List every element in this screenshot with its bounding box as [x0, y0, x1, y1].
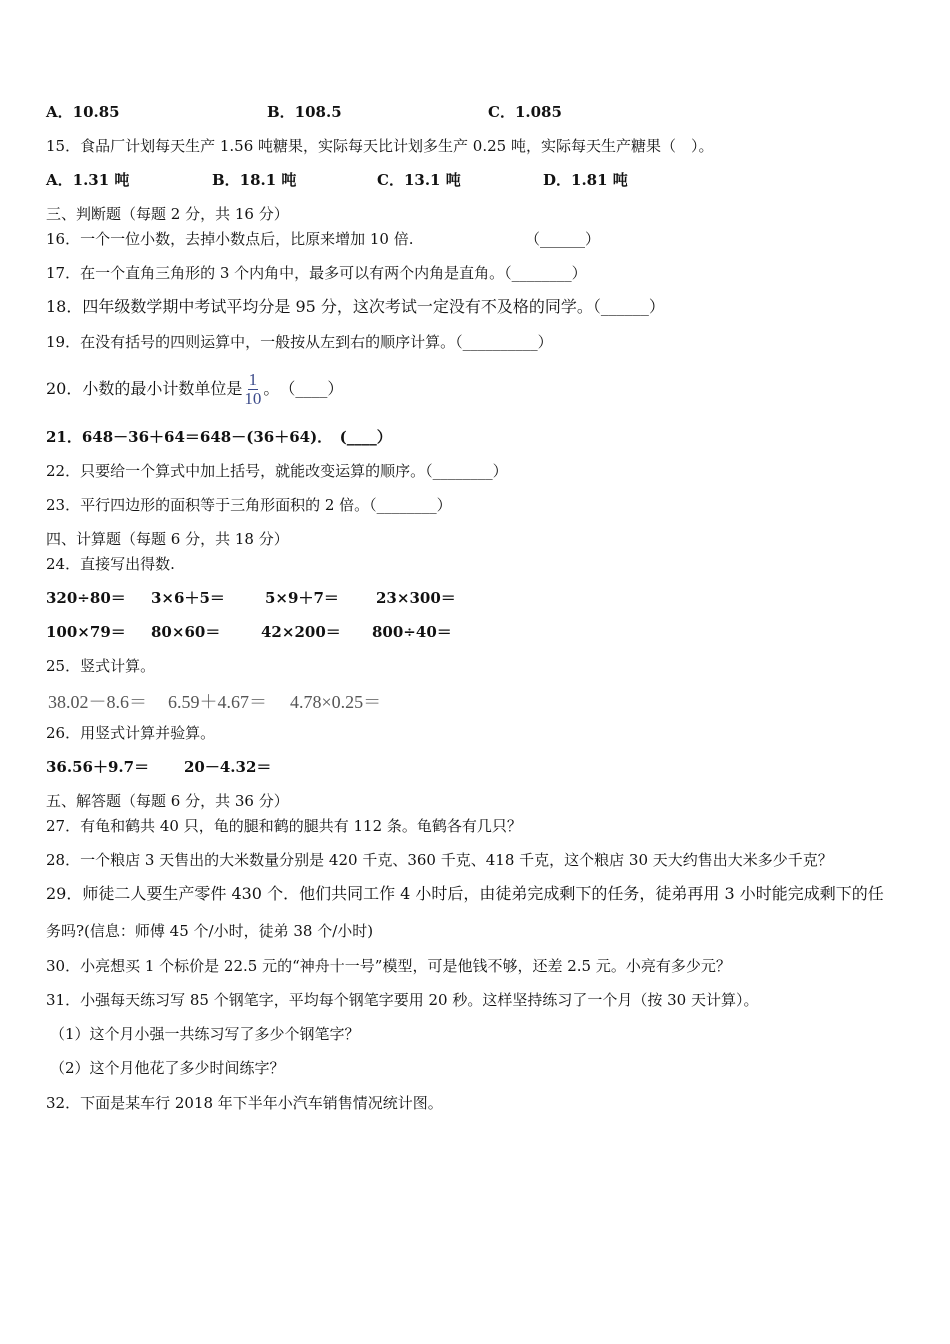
section-4-heading: 四、计算题（每题 6 分，共 18 分） — [46, 530, 289, 548]
question-21: 21．648－36＋64＝648－(36＋64)． (____） — [46, 428, 392, 446]
q25-item: 4.78×0.25＝ — [290, 692, 382, 712]
q24-item: 100×79＝ — [46, 623, 126, 641]
fraction-denominator: 10 — [244, 389, 262, 408]
question-30: 30．小亮想买 1 个标价是 22.5 元的“神舟十一号”模型，可是他钱不够，还差 2.5 元。小亮有多少元？ — [46, 957, 731, 975]
question-19: 19．在没有括号的四则运算中，一般按从左到右的顺序计算。（__________） — [46, 333, 553, 351]
question-29-line-2: 务吗?(信息：师傅 45 个/小时，徒弟 38 个/小时) — [46, 922, 374, 940]
question-32: 32．下面是某车行 2018 年下半年小汽车销售情况统计图。 — [46, 1094, 443, 1112]
q15-option-b: B．18.1 吨 — [212, 171, 297, 189]
question-18: 18．四年级数学期中考试平均分是 95 分，这次考试一定没有不及格的同学。（______） — [46, 297, 665, 316]
question-25: 25．竖式计算。 — [46, 657, 156, 675]
question-16: 16．一个一位小数，去掉小数点后，比原来增加 10 倍. — [46, 230, 414, 248]
question-27: 27．有龟和鹤共 40 只，龟的腿和鹤的腿共有 112 条。龟鹤各有几只？ — [46, 817, 522, 835]
question-20 — [46, 370, 343, 408]
q14-option-b: B．108.5 — [267, 103, 342, 121]
fraction-numerator: 1 — [248, 370, 258, 389]
question-17: 17．在一个直角三角形的 3 个内角中，最多可以有两个内角是直角。（________） — [46, 264, 587, 282]
question-31-part-2: （2）这个月他花了多少时间练字？ — [50, 1059, 285, 1077]
question-22: 22．只要给一个算式中加上括号，就能改变运算的顺序。（________） — [46, 462, 508, 480]
q20-prefix: 20．小数的最小计数单位是 — [46, 379, 243, 398]
q14-option-a: A．10.85 — [46, 103, 120, 121]
q15-option-c: C．13.1 吨 — [377, 171, 461, 189]
q25-item: 38.02－8.6＝ — [48, 692, 147, 712]
question-24: 24．直接写出得数. — [46, 555, 175, 573]
question-31-part-1: （1）这个月小强一共练习写了多少个钢笔字？ — [50, 1025, 360, 1043]
q14-option-c: C．1.085 — [488, 103, 562, 121]
question-31: 31．小强每天练习写 85 个钢笔字，平均每个钢笔字要用 20 秒。这样坚持练习了一个月（按 30 天计算）。 — [46, 991, 759, 1009]
q26-item: 20－4.32＝ — [184, 758, 272, 776]
question-28: 28．一个粮店 3 天售出的大米数量分别是 420 千克、360 千克、418 千克，这个粮店 30 天大约售出大米多少千克？ — [46, 851, 833, 869]
q24-item: 42×200＝ — [261, 623, 341, 641]
q16-answer-blank: （______） — [525, 230, 601, 248]
question-29-line-1: 29．师徒二人要生产零件 430 个．他们共同工作 4 小时后，由徒弟完成剩下的任务，徒弟再用 3 小时能完成剩下的任 — [46, 884, 884, 903]
q25-item: 6.59＋4.67＝ — [168, 692, 267, 712]
question-23: 23．平行四边形的面积等于三角形面积的 2 倍。（________） — [46, 496, 452, 514]
q24-item: 23×300＝ — [376, 589, 456, 607]
q15-option-d: D．1.81 吨 — [543, 171, 628, 189]
fraction-one-tenth — [244, 371, 261, 408]
section-3-heading: 三、判断题（每题 2 分，共 16 分） — [46, 205, 289, 223]
q24-item: 800÷40＝ — [372, 623, 452, 641]
q24-item: 320÷80＝ — [46, 589, 126, 607]
q15-option-a: A．1.31 吨 — [46, 171, 130, 189]
section-5-heading: 五、解答题（每题 6 分，共 36 分） — [46, 792, 289, 810]
q25-expressions — [48, 688, 381, 714]
q26-item: 36.56＋9.7＝ — [46, 758, 150, 776]
q24-item: 80×60＝ — [151, 623, 221, 641]
q20-suffix: 。 （____） — [263, 379, 344, 398]
question-15: 15．食品厂计划每天生产 1.56 吨糖果，实际每天比计划多生产 0.25 吨，实际每天生产糖果（ ）。 — [46, 137, 714, 155]
question-26: 26．用竖式计算并验算。 — [46, 724, 216, 742]
q24-item: 5×9＋7＝ — [265, 589, 339, 607]
q24-item: 3×6＋5＝ — [151, 589, 225, 607]
